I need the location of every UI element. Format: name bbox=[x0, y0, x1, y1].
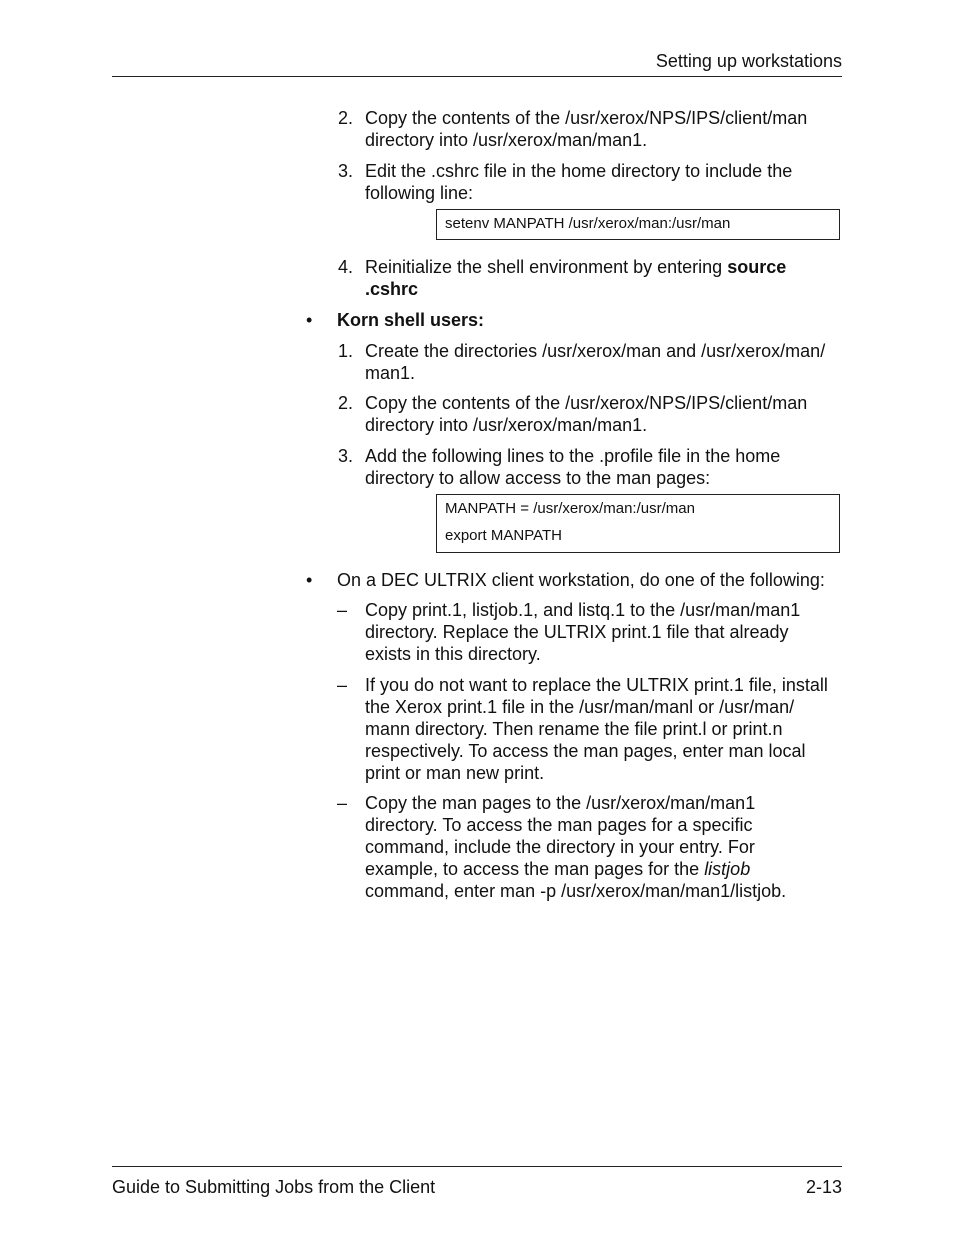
item-line: Copy print.1, listjob.1, and listq.1 to the /usr/man/man1 bbox=[365, 600, 801, 620]
code-line: setenv MANPATH /usr/xerox/man:/usr/man bbox=[445, 215, 731, 232]
step-line bbox=[365, 278, 845, 300]
section-intro: On a DEC ULTRIX client workstation, do one of the following: bbox=[337, 570, 825, 590]
bullet: • bbox=[306, 310, 313, 330]
bullet: • bbox=[306, 570, 313, 590]
step-line: Copy the contents of the /usr/xerox/NPS/IPS/client/man bbox=[365, 393, 808, 413]
item-line: the Xerox print.1 file in the /usr/man/manl or /usr/man/ bbox=[365, 697, 795, 717]
step-text bbox=[365, 392, 845, 436]
step-text bbox=[365, 256, 845, 300]
step-line: Add the following lines to the .profile file in the home bbox=[365, 446, 781, 466]
step-line: following line: bbox=[365, 183, 474, 203]
step-line: directory into /usr/xerox/man/man1. bbox=[365, 415, 648, 435]
dash-item-text bbox=[365, 599, 845, 665]
item-line: If you do not want to replace the ULTRIX print.1 file, install bbox=[365, 675, 828, 695]
step-line: directory into /usr/xerox/man/man1. bbox=[365, 130, 648, 150]
step-number: 3. bbox=[338, 161, 354, 181]
header-rule bbox=[112, 76, 842, 77]
page-header-title: Setting up workstations bbox=[655, 51, 842, 71]
code-box bbox=[436, 209, 840, 240]
item-line: print or man new print. bbox=[365, 763, 545, 783]
item-line bbox=[365, 858, 845, 880]
code-box bbox=[436, 494, 840, 553]
step-text bbox=[365, 445, 845, 489]
step-line: directory to allow access to the man pages: bbox=[365, 468, 711, 488]
step-line bbox=[365, 256, 845, 278]
page-number: 2-13 bbox=[805, 1177, 842, 1197]
dash-marker: – bbox=[337, 600, 348, 620]
step-line: Edit the .cshrc file in the home directory to include the bbox=[365, 161, 793, 181]
item-line: respectively. To access the man pages, enter man local bbox=[365, 741, 806, 761]
korn-heading: Korn shell users: bbox=[337, 310, 485, 330]
step-text bbox=[365, 107, 845, 151]
section-heading bbox=[337, 309, 857, 331]
item-line: directory. To access the man pages for a specific bbox=[365, 815, 753, 835]
step-number: 3. bbox=[338, 446, 354, 466]
dash-item-text bbox=[365, 792, 845, 902]
step-text bbox=[365, 340, 845, 384]
code-line: MANPATH = /usr/xerox/man:/usr/man bbox=[445, 500, 695, 517]
footer-rule bbox=[112, 1166, 842, 1167]
item-line: command, enter man -p /usr/xerox/man/man1/listjob. bbox=[365, 881, 787, 901]
step-line: Copy the contents of the /usr/xerox/NPS/IPS/client/man bbox=[365, 108, 808, 128]
command-cshrc: .cshrc bbox=[365, 279, 419, 299]
step-number: 2. bbox=[338, 108, 354, 128]
command-source: source bbox=[727, 257, 787, 277]
step-number: 2. bbox=[338, 393, 354, 413]
item-line: exists in this directory. bbox=[365, 644, 541, 664]
item-text-plain: example, to access the man pages for the bbox=[365, 859, 705, 879]
step-line: Create the directories /usr/xerox/man and /usr/xerox/man/ bbox=[365, 341, 826, 361]
command-listjob: listjob bbox=[704, 859, 751, 879]
item-line: mann directory. Then rename the file print.l or print.n bbox=[365, 719, 783, 739]
item-line: directory. Replace the ULTRIX print.1 file that already bbox=[365, 622, 789, 642]
item-line: Copy the man pages to the /usr/xerox/man/man1 bbox=[365, 793, 756, 813]
step-line: man1. bbox=[365, 363, 416, 383]
dash-item-text bbox=[365, 674, 845, 784]
step-text bbox=[365, 160, 845, 204]
footer-document-title: Guide to Submitting Jobs from the Client bbox=[112, 1177, 436, 1197]
dash-marker: – bbox=[337, 793, 348, 813]
item-line: command, include the directory in your entry. For bbox=[365, 837, 755, 857]
step-number: 1. bbox=[338, 341, 354, 361]
step-number: 4. bbox=[338, 257, 354, 277]
step-text-plain: Reinitialize the shell environment by entering bbox=[365, 257, 728, 277]
code-line: export MANPATH bbox=[445, 527, 562, 544]
dash-marker: – bbox=[337, 675, 348, 695]
